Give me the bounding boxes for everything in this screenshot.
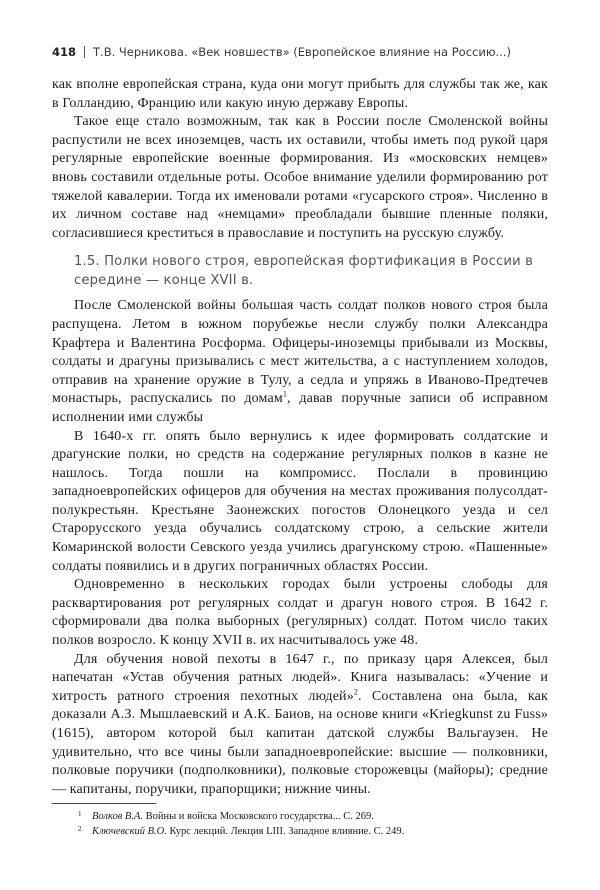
paragraph-text: , давав поручные записи об исправном исполнении ими службы	[52, 391, 549, 425]
footnote-author: Волков В.А.	[92, 811, 144, 822]
footnote-text: Войны и войска Московского государства... С. 269.	[145, 811, 374, 822]
footnote-mark: 1	[78, 810, 82, 818]
footnote-rule	[52, 803, 156, 804]
paragraph-text: . Составлена она была, как доказали А.З. Мышлаевский и А.К. Баиов, на основе книги «Kriegkunst zu Fuss» (1615), автором которой был капитан датской службы Вальгаузен. Не удивительно, что все чины были западноевропейские: высшие — полковники, полковые поручики (подполковники), полковые сторожевцы (майоры); средние — капитаны, поручики, прапорщики; нижние чины.	[52, 688, 548, 797]
paragraph: Одновременно в нескольких городах были устроены слободы для расквартирования рот регулярных солдат и драгун нового строя. В 1642 г. сформировали два полка выборных (регулярных) солдат. Потом число таких полков возросло. К концу XVII в. их насчитывалось уже 48.	[52, 577, 548, 649]
footnote	[52, 824, 548, 839]
running-header	[52, 44, 552, 60]
footnote	[52, 809, 548, 824]
header-divider	[84, 46, 85, 58]
running-title: Т.В. Черникова. «Век новшеств» (Европейское влияние на Россию...)	[93, 45, 511, 59]
footnote-text: Курс лекций. Лекция LIII. Западное влияние. С. 249.	[169, 826, 405, 837]
main-text	[52, 76, 548, 799]
footnotes	[52, 809, 548, 839]
paragraph: В 1640-х гг. опять было вернулись к идее формировать солдатские и драгунские полки, но средств на содержание регулярных полков в казне не нашлось. Тогда пошли на компромисс. Послали в провинцию западноевропейских офицеров для обучения на местах проживания полусолдат-полукрестьян. Крестьяне Заонежских погостов Олонецкого уезда и сел Старорусского уезда обучались солдатскому строю, а сельские жители Комаринской волости Севского уезда учились драгунскому строю. «Пашенные» солдаты появились и в других пограничных областях России.	[52, 428, 548, 574]
footnote-author: Ключевский В.О.	[92, 826, 167, 837]
paragraph-text: Для обучения новой пехоты в 1647 г., по приказу царя Алексея, был напечатан «Устав обучения ратных людей». Книга называлась: «Учение и хитрость ратного строения пехотных людей»	[52, 651, 548, 704]
paragraph: Такое еще стало возможным, так как в России после Смоленской войны распустили не всех иноземцев, часть их оставили, чтобы иметь под рукой царя регулярные европейские военные формирования. Из «московских немцев» вновь составили отдельные роты. Особое внимание уделили формированию рот тяжелой кавалерии. Тогда их именовали ротами «гусарского строя». Численно в их личном составе над «немцами» преобладали бывшие пленные поляки, согласившиеся креститься в православие и поступить на русскую службу.	[52, 114, 548, 241]
paragraph	[52, 297, 548, 427]
paragraph: как вполне европейская страна, куда они могут прибыть для службы так же, как в Голландию, Францию или какую иную державу Европы.	[52, 77, 548, 111]
page-number: 418	[52, 45, 77, 59]
paragraph	[52, 651, 548, 800]
section-heading: 1.5. Полки нового строя, европейская фортификация в России в середине — конце XVII в.	[74, 254, 534, 289]
footnote-mark: 2	[78, 825, 82, 833]
footnote-ref: 1	[282, 389, 288, 399]
footnote-ref: 2	[353, 687, 359, 697]
paragraph-text: После Смоленской войны большая часть солдат полков нового строя была распущена. Летом в южном порубежье несли службу полки Александра Крафтера и Валентина Росформа. Офицеры-иноземцы прибывали из Москвы, солдаты и драгуны призывались с мест жительства, а с наступлением холодов, отправив на хранение оружие в Тулу, а седла и упряжь в Иваново-Предтечев монастырь, распускались по домам	[52, 298, 548, 407]
